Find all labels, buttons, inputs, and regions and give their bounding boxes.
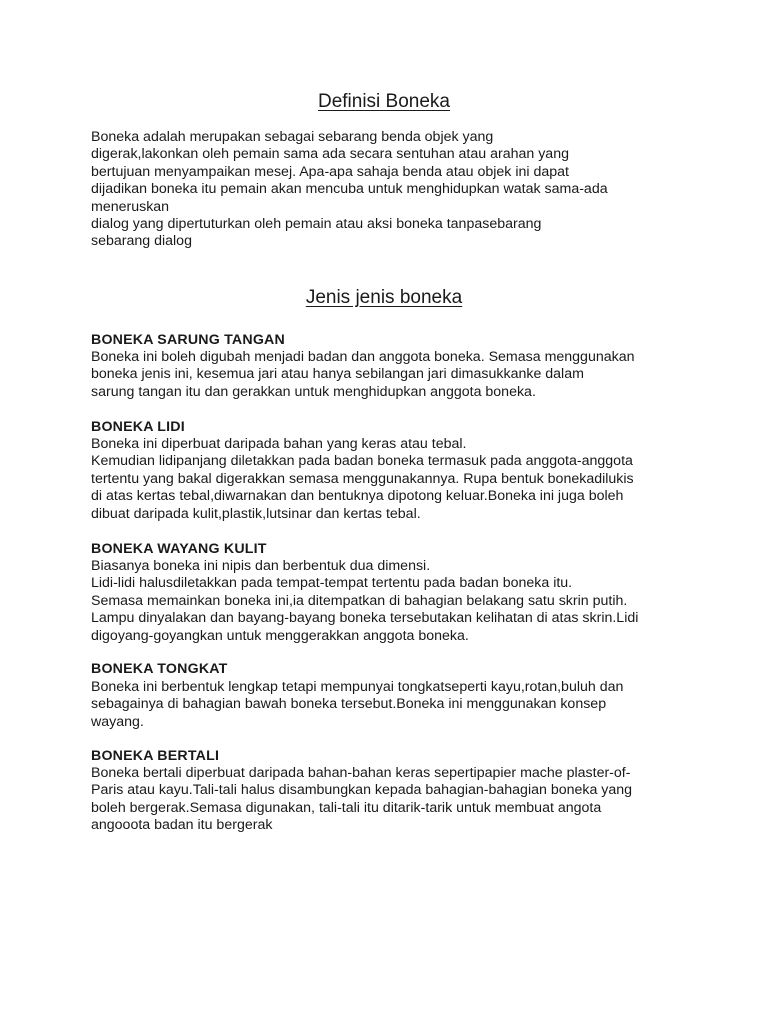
text-line: sebarang dialog	[91, 233, 192, 250]
text-line: boneka jenis ini, kesemua jari atau hanya sebilangan jari dimasukkanke dalam	[91, 366, 584, 383]
text-line: Boneka ini diperbuat daripada bahan yang keras atau tebal.	[91, 436, 467, 452]
text-line: digerak,lakonkan oleh pemain sama ada secara sentuhan atau arahan yang	[91, 146, 569, 163]
section-heading-bertali: BONEKA BERTALI	[91, 748, 220, 764]
text-line: bertujuan menyampaikan mesej. Apa-apa sahaja benda atau objek ini dapat	[91, 163, 569, 180]
text-line: sebagainya di bahagian bawah boneka tersebut.Boneka ini menggunakan konsep	[91, 696, 607, 713]
text-line: Biasanya boneka ini nipis dan berbentuk dua dimensi.	[91, 558, 431, 574]
section-body-bertali	[91, 765, 731, 835]
definition-paragraph	[91, 129, 731, 251]
text-line: Paris atau kayu.Tali-tali halus disambungkan kepada bahagian-bahagian boneka yang	[91, 782, 633, 799]
text-line: Boneka bertali diperbuat daripada bahan-bahan keras sepertipapier mache plaster-of-	[91, 765, 631, 781]
section-heading-wayang-kulit: BONEKA WAYANG KULIT	[91, 541, 267, 557]
text-line: tertentu yang bakal digerakkan semasa menggunakannya. Rupa bentuk bonekadilukis	[91, 470, 634, 487]
section-body-sarung-tangan	[91, 349, 731, 401]
section-body-wayang-kulit	[91, 558, 731, 645]
text-line: dibuat daripada kulit,plastik,lutsinar dan kertas tebal.	[91, 505, 421, 522]
text-line: boleh bergerak.Semasa digunakan, tali-tali itu ditarik-tarik untuk membuat angota	[91, 799, 602, 816]
section-body-tongkat	[91, 679, 731, 731]
text-line: dialog yang dipertuturkan oleh pemain atau aksi boneka tanpasebarang	[91, 215, 542, 232]
text-line: Lampu dinyalakan dan bayang-bayang boneka tersebutakan kelihatan di atas skrin.Lidi	[91, 610, 639, 627]
text-line: Boneka adalah merupakan sebagai sebarang benda objek yang	[91, 129, 494, 145]
section-heading-sarung-tangan: BONEKA SARUNG TANGAN	[91, 332, 285, 348]
text-line: Semasa memainkan boneka ini,ia ditempatkan di bahagian belakang satu skrin putih.	[91, 592, 628, 609]
text-line: Lidi-lidi halusdiletakkan pada tempat-tempat tertentu pada badan boneka itu.	[91, 575, 573, 592]
text-line: digoyang-goyangkan untuk menggerakkan anggota boneka.	[91, 627, 469, 644]
text-line: Boneka ini berbentuk lengkap tetapi mempunyai tongkatseperti kayu,rotan,buluh dan	[91, 679, 624, 695]
definition-title: Definisi Boneka	[317, 91, 451, 112]
section-heading-lidi: BONEKA LIDI	[91, 419, 185, 435]
text-line: dijadikan boneka itu pemain akan mencuba untuk menghidupkan watak sama-ada	[91, 181, 608, 198]
text-line: wayang.	[91, 713, 144, 730]
text-line: Boneka ini boleh digubah menjadi badan dan anggota boneka. Semasa menggunakan	[91, 349, 635, 365]
types-title: Jenis jenis boneka	[305, 287, 463, 308]
section-heading-tongkat: BONEKA TONGKAT	[91, 661, 228, 677]
text-line: Kemudian lidipanjang diletakkan pada badan boneka termasuk pada anggota-anggota	[91, 453, 633, 470]
text-line: angooota badan itu bergerak	[91, 817, 273, 834]
text-line: di atas kertas tebal,diwarnakan dan bentuknya dipotong keluar.Boneka ini juga boleh	[91, 488, 624, 505]
text-line: sarung tangan itu dan gerakkan untuk menghidupkan anggota boneka.	[91, 383, 536, 400]
text-line: meneruskan	[91, 198, 170, 215]
section-body-lidi	[91, 436, 731, 523]
